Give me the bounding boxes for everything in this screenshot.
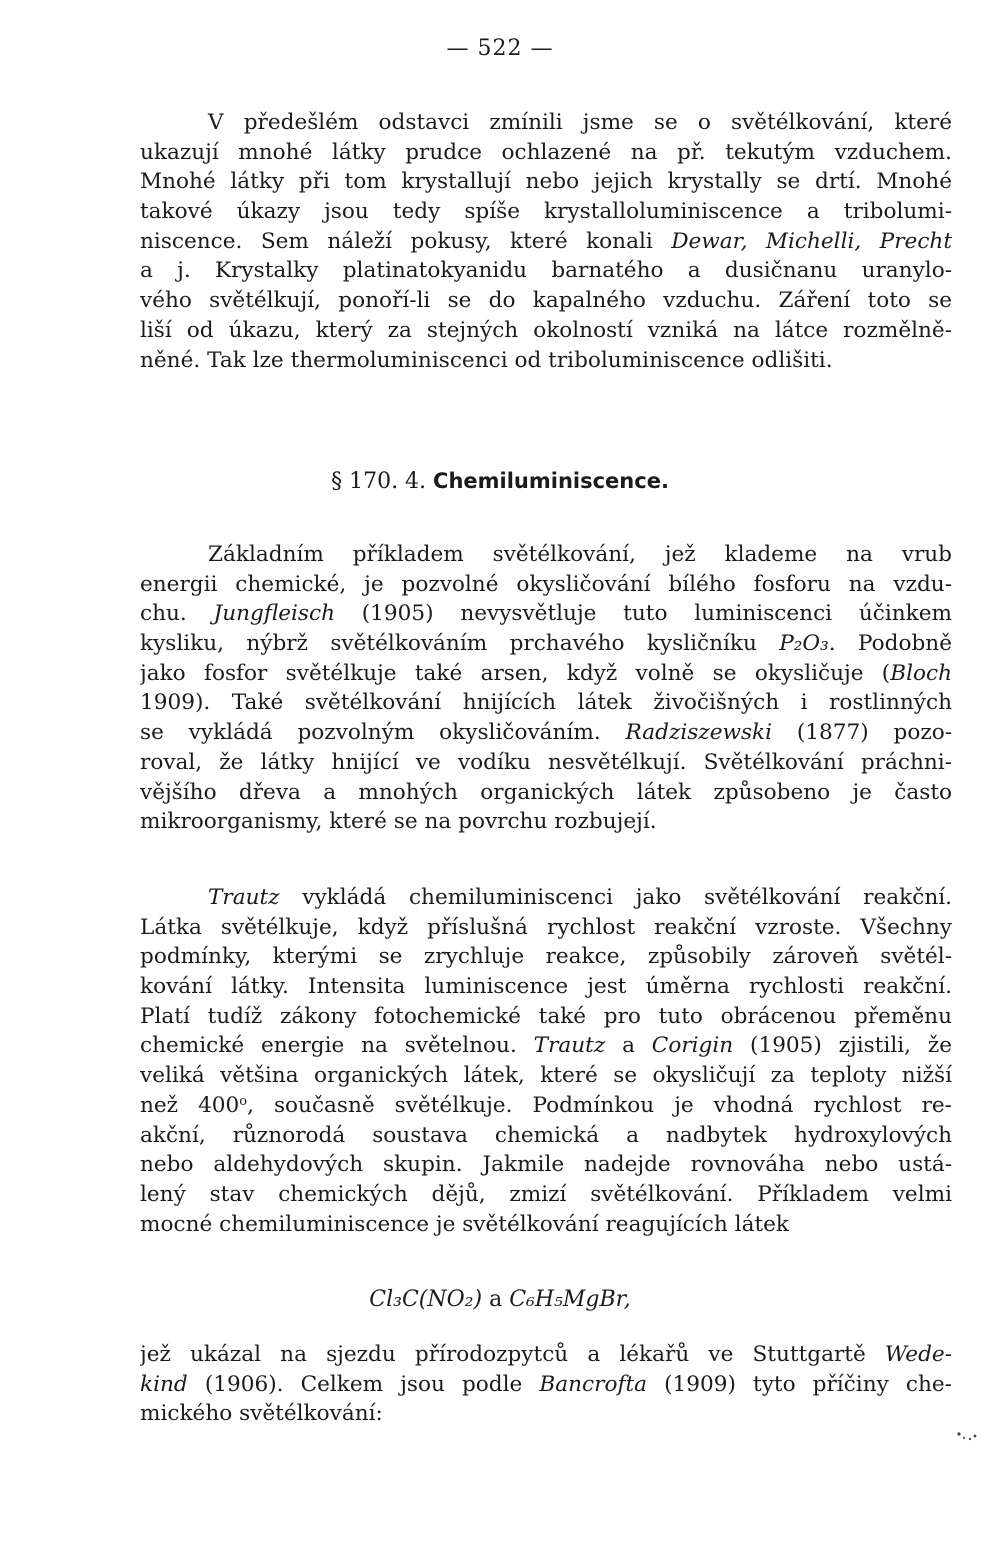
text-line: veliká většina organických látek, které se okysličují za teploty nižší — [140, 1063, 952, 1089]
text-segment: (1906). Celkem jsou podle — [187, 1371, 540, 1397]
text-line: Platí tudíž zákony fotochemické také pro tuto obrácenou přeměnu — [140, 1003, 952, 1029]
chemical-formula: P₂O₃ — [779, 631, 829, 657]
text-line — [140, 659, 952, 689]
author-name: Corigin — [651, 1033, 734, 1059]
formula-trichloronitromethane: Cl₃C(NO₂) — [369, 1287, 483, 1312]
scan-speck-mark — [956, 1430, 978, 1444]
text-line: Základním příkladem světélkování, jež klademe na vrub — [208, 542, 952, 567]
author-name: Radziszewski — [625, 720, 773, 746]
paragraph-1 — [140, 108, 952, 375]
text-segment: kysliku, nýbrž světélkováním prchavého kysličníku — [140, 631, 780, 657]
text-line: Látka světélkuje, když příslušná rychlost reakční vzroste. Všechny — [140, 914, 952, 940]
author-name: Trautz — [533, 1033, 606, 1059]
text-line: liší od úkazu, který za stejných okolností vzniká na látce rozmělně- — [140, 317, 952, 343]
page-number: — 522 — — [446, 36, 554, 61]
text-segment: a — [605, 1033, 652, 1059]
chemical-formula-line — [0, 1285, 1000, 1315]
text-segment: . Podobně — [828, 631, 952, 657]
text-line: podmínky, kterými se zrychluje reakce, způsobily zároveň světél- — [140, 944, 952, 970]
author-name: Trautz — [208, 885, 280, 910]
text-segment: niscence. Sem náleží pokusy, které konali — [140, 228, 672, 254]
text-segment: jež ukázal na sjezdu přírodozpytců a lékařů ve Stuttgartě — [140, 1342, 885, 1367]
paragraph-4 — [140, 1340, 952, 1429]
text-line: mikroorganismy, které se na povrchu rozbujejí. — [140, 809, 657, 835]
text-segment: (1877) pozo- — [772, 720, 952, 746]
text-line: něné. Tak lze thermoluminiscenci od triboluminiscence odlišiti. — [140, 347, 833, 373]
author-name: kind — [140, 1371, 188, 1397]
text-line: nebo aldehydových skupin. Jakmile nadejde rovnováha nebo ustá- — [140, 1152, 952, 1178]
paragraph-2 — [140, 540, 952, 837]
section-number: § 170. 4. — [331, 469, 434, 494]
text-segment: (1905) nevysvětluje tuto luminiscenci účinkem — [335, 601, 952, 627]
text-segment: , současně světélkuje. Podmínkou je vhodná rychlost re- — [247, 1092, 952, 1118]
text-segment: vykládá chemiluminiscenci jako světélkování reakční. — [279, 885, 952, 910]
text-line: vějšího dřeva a mnohých organických látek způsobeno je často — [140, 779, 952, 805]
text-segment: jako fosfor světélkuje také arsen, když volně se okysličuje ( — [140, 660, 891, 686]
text-segment: se vykládá pozvolným okysličováním. — [140, 720, 626, 746]
text-segment: než 400 — [140, 1092, 240, 1118]
text-line — [140, 1340, 952, 1370]
text-line: lený stav chemických dějů, zmizí světélkování. Příkladem velmi — [140, 1181, 952, 1207]
text-line — [140, 599, 952, 629]
text-segment: chu. — [140, 601, 214, 627]
text-line: V předešlém odstavci zmínili jsme se o světélkování, které — [208, 110, 952, 135]
text-line: a j. Krystalky platinatokyanidu barnatého a dusičnanu uranylo- — [140, 258, 952, 284]
paragraph-3 — [140, 883, 952, 1239]
text-line: Mnohé látky při tom krystallují nebo jejich krystally se drtí. Mnohé — [140, 169, 952, 195]
section-title: Chemiluminiscence. — [433, 469, 669, 493]
formula-conjunction: a — [482, 1287, 510, 1312]
text-line: mocné chemiluminiscence je světélkování reagujících látek — [140, 1211, 789, 1237]
text-line: kování látky. Intensita luminiscence jest úměrna rychlosti reakční. — [140, 974, 952, 1000]
text-line — [140, 227, 952, 257]
text-line: mického světélkování: — [140, 1401, 383, 1427]
text-line — [140, 1031, 952, 1061]
author-names: Dewar, Michelli, Precht — [671, 228, 952, 254]
text-line: vého světélkují, ponoří-li se do kapalného vzduchu. Záření toto se — [140, 288, 952, 314]
text-line: energii chemické, je pozvolné okysličování bílého fosforu na vzdu- — [140, 571, 952, 597]
text-line: ukazují mnohé látky prudce ochlazené na př. tekutým vzduchem. — [140, 139, 952, 165]
text-line: 1909). Také světélkování hnijících látek živočišných i rostlinných — [140, 690, 952, 716]
author-name: Wede- — [884, 1342, 952, 1367]
author-name: Bancrofta — [539, 1371, 648, 1397]
degree-sign: o — [239, 1093, 248, 1109]
text-line — [140, 1370, 952, 1400]
text-line — [140, 718, 952, 748]
section-heading — [0, 466, 1000, 497]
author-name: Bloch — [890, 660, 952, 686]
text-line — [140, 629, 952, 659]
text-segment: (1909) tyto příčiny che- — [647, 1371, 952, 1397]
text-segment: chemické energie na světelnou. — [140, 1033, 534, 1059]
text-line — [140, 883, 952, 913]
text-line: akční, různorodá soustava chemická a nadbytek hydroxylových — [140, 1122, 952, 1148]
text-segment: (1905) zjistili, že — [733, 1033, 952, 1059]
text-line: roval, že látky hnijící ve vodíku nesvětélkují. Světélkování práchni- — [140, 749, 952, 775]
text-line — [140, 1091, 952, 1121]
author-name: Jungfleisch — [213, 601, 335, 627]
text-line: takové úkazy jsou tedy spíše krystalloluminiscence a tribolumi- — [140, 199, 952, 225]
formula-phenylmagnesium-bromide: C₆H₅MgBr, — [509, 1287, 631, 1312]
